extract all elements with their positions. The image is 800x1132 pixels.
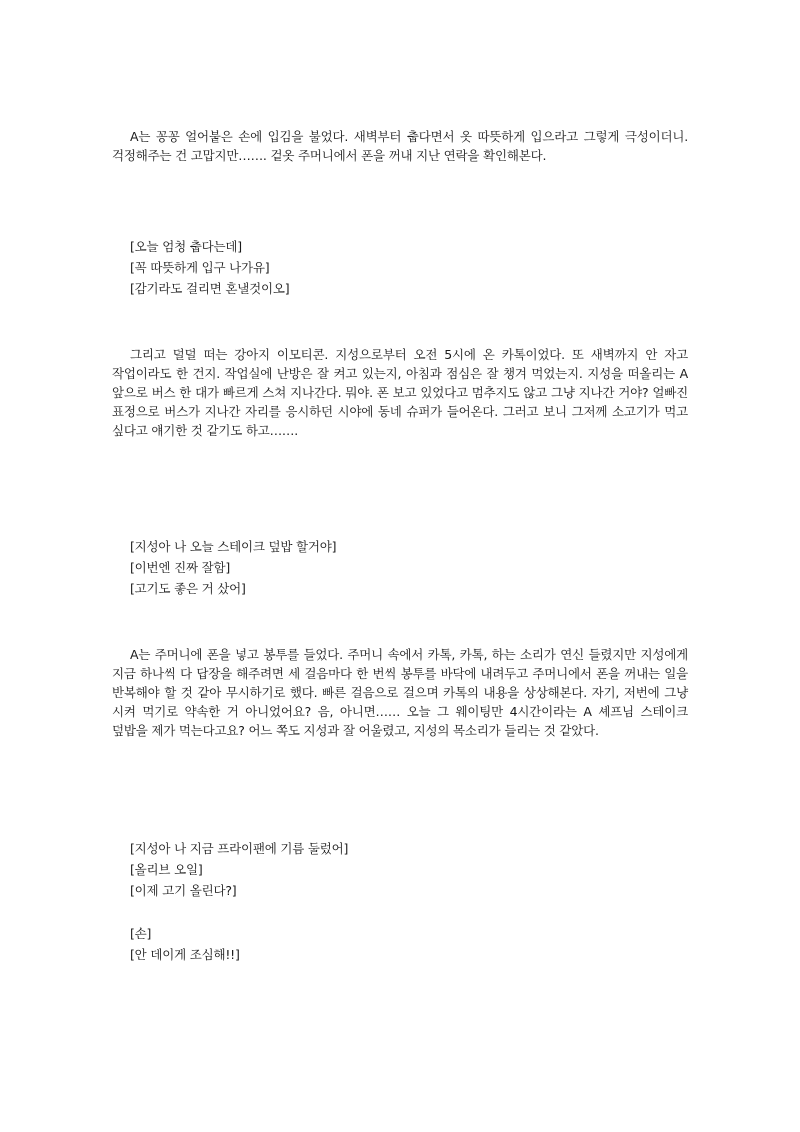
message-line: [이번엔 진짜 잘함] (130, 560, 231, 575)
message-line: [올리브 오일] (130, 862, 203, 877)
paragraph-2: 그리고 덜덜 떠는 강아지 이모티콘. 지성으로부터 오전 5시에 온 카톡이었다. 또 새벽까지 안 자고 작업이라도 한 건지. 작업실에 난방은 잘 켜고 있는지, 아침과 점심은 잘 챙겨 먹었는지. 지성을 떠올리는 A 앞으로 버스 한 대가 빠르게 스쳐 지나간다. 뭐야. 폰 보고 있었다고 멈추지도 않고 그냥 지나간 거야? 얼빠진 표정으로 버스가 지나간 자리를 응시하던 시야에 동네 슈퍼가 들어온다. 그러고 보니 그저께 소고기가 먹고 싶다고 얘기한 것 같기도 하고……. (112, 347, 688, 438)
message-line: [이제 고기 올린다?] (130, 883, 237, 898)
message-line: [지성아 나 지금 프라이팬에 기름 둘렀어] (130, 841, 349, 856)
message-line: [감기라도 걸리면 혼낼것이오] (130, 281, 290, 296)
message-group-1 (130, 236, 289, 299)
message-line: [안 데이게 조심해!!] (130, 947, 240, 962)
message-line: [오늘 엄청 춥다는데] (130, 239, 242, 254)
message-group-4 (130, 923, 240, 965)
message-group-3 (130, 838, 348, 901)
message-line: [꼭 따뜻하게 입구 나가유] (130, 260, 270, 275)
paragraph-1: A는 꽁꽁 얼어붙은 손에 입김을 불었다. 새벽부터 춥다면서 옷 따뜻하게 입으라고 그렇게 극성이더니. 걱정해주는 건 고맙지만……. 겉옷 주머니에서 폰을 꺼내 지난 연락을 확인해본다. (112, 129, 688, 163)
message-line: [지성아 나 오늘 스테이크 덮밥 할거야] (130, 539, 337, 554)
message-line: [고기도 좋은 거 샀어] (130, 581, 246, 596)
message-group-2 (130, 536, 336, 599)
message-line: [손] (130, 926, 152, 941)
paragraph-3: A는 주머니에 폰을 넣고 봉투를 들었다. 주머니 속에서 카톡, 카톡, 하는 소리가 연신 들렸지만 지성에게 지금 하나씩 다 답장을 해주려면 세 걸음마다 한 번씩 봉투를 바닥에 내려두고 주머니에서 폰을 꺼내는 일을 반복해야 할 것 같아 무시하기로 했다. 빠른 걸음으로 걸으며 카톡의 내용을 상상해본다. 자기, 저번에 그냥 시켜 먹기로 약속한 거 아니었어요? 음, 아니면…… 오늘 그 웨이팅만 4시간이라는 A 셰프님 스테이크 덮밥을 제가 먹는다고요? 어느 쪽도 지성과 잘 어울렸고, 지성의 목소리가 들리는 것 같았다. (112, 647, 688, 738)
